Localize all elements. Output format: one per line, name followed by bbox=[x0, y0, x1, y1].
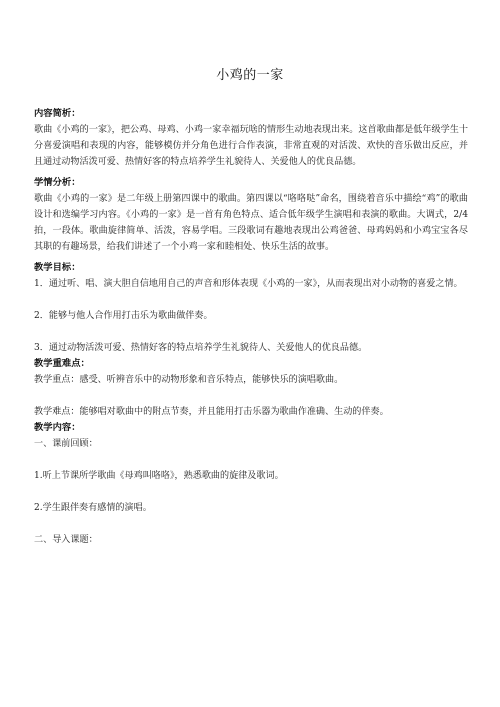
content-step-2: 2.学生跟伴奏有感情的演唱。 bbox=[34, 503, 152, 513]
section-heading-key-points: 教学重难点： bbox=[34, 358, 90, 369]
learner-paragraph: 歌曲《小鸡的一家》是二年级上册第四课中的歌曲。第四课以“咯咯哒”命名，围绕着音乐中描绘“鸡”的歌曲设计和选编学习内容。《小鸡的一家》是一首有角色特点、适合低年级学生演唱和表演的歌曲。大调式，2/4 拍，一段体。歌曲旋律简单、活泼，容易学唱。三段歌词有趣地表现出公鸡爸爸、母鸡妈妈和小鸡宝宝各尽其职的有趣场景，给我们讲述了一个小鸡一家和睦相处、快乐生活的故事。 bbox=[34, 194, 468, 252]
section-heading-overview: 内容简析： bbox=[34, 108, 81, 119]
section-heading-content: 教学内容： bbox=[34, 422, 81, 433]
key-focus-paragraph: 教学重点：感受、听辨音乐中的动物形象和音乐特点，能够快乐的演唱歌曲。 bbox=[34, 375, 344, 385]
content-step-1: 1.听上节课所学歌曲《母鸡叫咯咯》，熟悉歌曲的旋律及歌词。 bbox=[34, 471, 284, 481]
document-body bbox=[34, 106, 468, 548]
overview-paragraph: 歌曲《小鸡的一家》，把公鸡、母鸡、小鸡一家幸福玩啥的情形生动地表现出来。这首歌曲都是低年级学生十分喜爱演唱和表现的内容，能够模仿并分角色进行合作表演，非常直观的对活泼、欢快的音乐做出反应，并且通过动物活泼可爱、热情好客的特点培养学生礼貌待人、关爱他人的优良品德。 bbox=[34, 125, 468, 167]
content-part-1: 一、课前回顾： bbox=[34, 439, 98, 449]
section-heading-learner: 学情分析： bbox=[34, 177, 81, 188]
section-heading-goals: 教学目标： bbox=[34, 262, 81, 273]
key-difficulty-paragraph: 教学难点：能够唱对歌曲中的附点节奏，并且能用打击乐器为歌曲作准确、生动的伴奏。 bbox=[34, 407, 389, 417]
goal-item-3: 3．通过动物活泼可爱、热情好客的特点培养学生礼貌待人、关爱他人的优良品德。 bbox=[34, 343, 368, 353]
document-title: 小鸡的一家 bbox=[216, 68, 284, 83]
content-part-2: 二、导入课题： bbox=[34, 535, 98, 545]
goal-item-2: 2．能够与他人合作用打击乐为歌曲做伴奏。 bbox=[34, 311, 213, 321]
goal-item-1: 1．通过听、唱、演大胆自信地用自己的声音和形体表现《小鸡的一家》，从而表现出对小动物的喜爱之情。 bbox=[34, 279, 463, 289]
